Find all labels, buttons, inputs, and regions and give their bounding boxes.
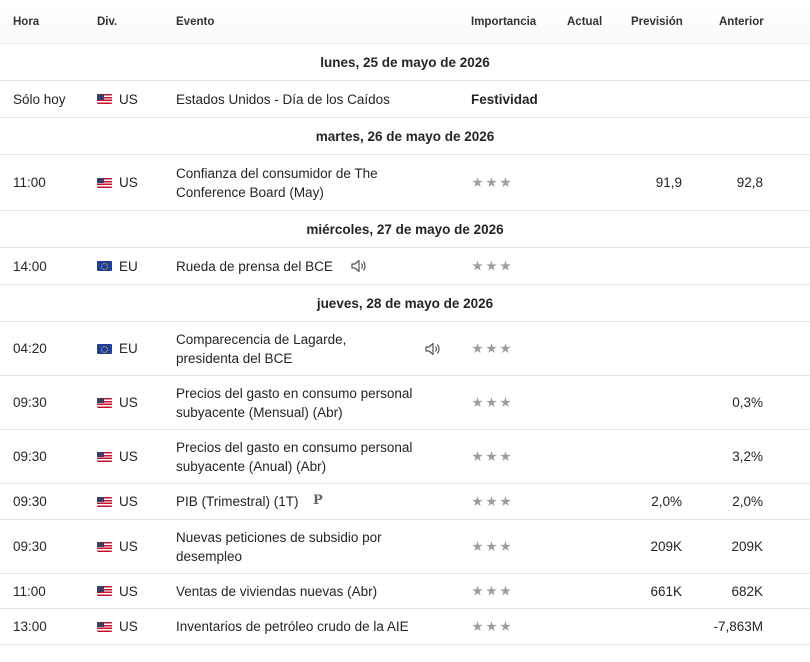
holiday-badge: Festividad <box>471 91 538 107</box>
currency <box>97 574 138 608</box>
star-icon <box>500 451 511 462</box>
speaker-icon[interactable] <box>350 258 368 274</box>
header-previous[interactable]: Anterior <box>719 16 764 28</box>
event-time: 11:00 <box>13 175 46 190</box>
currency-code: US <box>119 539 138 554</box>
currency <box>97 81 138 117</box>
event-time: 09:30 <box>13 539 47 554</box>
date-label: martes, 26 de mayo de 2026 <box>315 129 495 144</box>
table-row[interactable] <box>0 609 810 645</box>
importance-stars <box>472 609 511 644</box>
importance-stars <box>472 430 511 483</box>
star-icon <box>486 397 497 408</box>
importance-stars <box>472 248 511 284</box>
table-row[interactable] <box>0 155 810 211</box>
star-icon <box>472 541 483 552</box>
previous-value: -7,863M <box>713 619 763 634</box>
star-icon <box>500 586 511 597</box>
event-time: 09:30 <box>13 494 47 509</box>
star-icon <box>472 496 483 507</box>
table-row[interactable] <box>0 81 810 118</box>
star-icon <box>486 343 497 354</box>
star-icon <box>486 451 497 462</box>
forecast-value: 2,0% <box>651 494 682 509</box>
importance-stars <box>472 376 511 429</box>
table-row[interactable] <box>0 484 810 520</box>
event-name[interactable]: Precios del gasto en consumo personal subyacente (Mensual) (Abr) <box>176 385 413 420</box>
star-icon <box>486 541 497 552</box>
date-row <box>0 118 810 155</box>
event-time: 09:30 <box>13 395 47 410</box>
star-icon <box>486 177 497 188</box>
currency-code: US <box>119 583 138 599</box>
event-name[interactable]: PIB (Trimestral) (1T) <box>176 494 299 509</box>
currency-code: US <box>119 175 138 190</box>
preliminary-icon: P <box>313 492 323 508</box>
table-row[interactable] <box>0 322 810 376</box>
date-row <box>0 44 810 81</box>
event-name[interactable]: Nuevas peticiones de subsidio por desempleo <box>176 529 382 564</box>
previous-value: 0,3% <box>732 395 763 410</box>
currency <box>97 484 138 519</box>
header-time[interactable]: Hora <box>13 16 40 28</box>
event-time: 13:00 <box>13 619 47 634</box>
table-row[interactable] <box>0 430 810 484</box>
header-forecast[interactable]: Previsión <box>631 16 683 28</box>
us-flag-icon <box>97 178 112 188</box>
event-name[interactable]: Rueda de prensa del BCE <box>176 258 333 274</box>
currency-code: US <box>119 91 138 107</box>
star-icon <box>500 496 511 507</box>
eu-flag-icon <box>97 344 112 354</box>
header-actual[interactable]: Actual <box>567 16 603 28</box>
date-row <box>0 285 810 322</box>
currency-code: EU <box>119 341 138 356</box>
currency-code: EU <box>119 258 138 274</box>
event-time: Sólo hoy <box>13 91 66 107</box>
previous-value: 209K <box>731 539 763 554</box>
previous-value: 3,2% <box>732 449 763 464</box>
date-label: lunes, 25 de mayo de 2026 <box>320 55 490 70</box>
star-icon <box>472 261 483 272</box>
star-icon <box>472 586 483 597</box>
us-flag-icon <box>97 497 112 507</box>
star-icon <box>500 177 511 188</box>
us-flag-icon <box>97 542 112 552</box>
importance-stars <box>472 574 511 608</box>
currency <box>97 430 138 483</box>
table-row[interactable] <box>0 248 810 285</box>
date-label: jueves, 28 de mayo de 2026 <box>316 296 494 311</box>
currency <box>97 322 138 375</box>
star-icon <box>472 397 483 408</box>
currency <box>97 520 138 573</box>
date-row <box>0 211 810 248</box>
star-icon <box>500 621 511 632</box>
event-time: 04:20 <box>13 341 47 356</box>
star-icon <box>472 621 483 632</box>
event-name[interactable]: Comparecencia de Lagarde, presidenta del BCE <box>176 331 347 366</box>
previous-value: 682K <box>731 583 763 599</box>
date-label: miércoles, 27 de mayo de 2026 <box>306 222 504 237</box>
star-icon <box>486 586 497 597</box>
importance-stars <box>472 520 511 573</box>
importance-stars <box>472 322 511 375</box>
currency <box>97 609 138 644</box>
event-time: 09:30 <box>13 449 47 464</box>
star-icon <box>472 451 483 462</box>
forecast-value: 209K <box>650 539 682 554</box>
star-icon <box>500 541 511 552</box>
star-icon <box>486 261 497 272</box>
table-row[interactable] <box>0 520 810 574</box>
eu-flag-icon <box>97 261 112 271</box>
currency <box>97 376 138 429</box>
star-icon <box>472 177 483 188</box>
previous-value: 2,0% <box>732 494 763 509</box>
speaker-icon[interactable] <box>424 341 442 357</box>
us-flag-icon <box>97 586 112 596</box>
header-currency[interactable]: Div. <box>97 16 118 28</box>
event-name[interactable]: Precios del gasto en consumo personal subyacente (Anual) (Abr) <box>176 439 413 474</box>
currency-code: US <box>119 449 138 464</box>
event-name[interactable]: Estados Unidos - Día de los Caídos <box>176 91 390 107</box>
table-row[interactable] <box>0 376 810 430</box>
currency-code: US <box>119 619 138 634</box>
importance-stars <box>472 155 511 210</box>
star-icon <box>486 496 497 507</box>
header-event[interactable]: Evento <box>176 16 215 28</box>
star-icon <box>486 621 497 632</box>
us-flag-icon <box>97 622 112 632</box>
event-name[interactable]: Ventas de viviendas nuevas (Abr) <box>176 583 378 599</box>
currency-code: US <box>119 494 138 509</box>
star-icon <box>500 261 511 272</box>
event-name[interactable]: Inventarios de petróleo crudo de la AIE <box>176 619 409 634</box>
forecast-value: 91,9 <box>655 175 682 190</box>
table-row[interactable] <box>0 574 810 609</box>
table-header <box>0 0 810 44</box>
us-flag-icon <box>97 452 112 462</box>
currency-code: US <box>119 395 138 410</box>
currency <box>97 155 138 210</box>
importance-stars <box>472 484 511 519</box>
star-icon <box>500 397 511 408</box>
us-flag-icon <box>97 94 112 104</box>
previous-value: 92,8 <box>736 175 763 190</box>
header-importance[interactable]: Importancia <box>471 16 537 28</box>
event-time: 11:00 <box>13 583 46 599</box>
us-flag-icon <box>97 398 112 408</box>
event-time: 14:00 <box>13 258 47 274</box>
event-name[interactable]: Confianza del consumidor de The Conference Board (May) <box>176 165 378 200</box>
star-icon <box>472 343 483 354</box>
forecast-value: 661K <box>650 583 682 599</box>
currency <box>97 248 138 284</box>
star-icon <box>500 343 511 354</box>
